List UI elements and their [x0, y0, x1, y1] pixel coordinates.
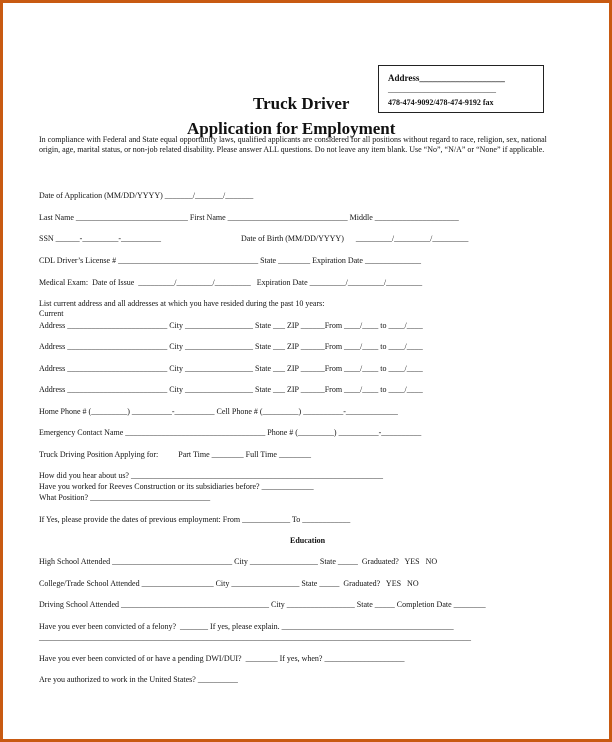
name-fields[interactable]: Last Name ____________________________ First Name ______________________________ Middle _____________________: [39, 213, 459, 222]
position-field[interactable]: Truck Driving Position Applying for: Part Time ________ Full Time ________: [39, 450, 311, 459]
address-blank-line: ___________________________: [388, 85, 496, 94]
medical-exam-field[interactable]: Medical Exam: Date of Issue _________/_________/_________ Expiration Date _________/_________/_________: [39, 278, 423, 287]
address-row[interactable]: Address _________________________ City _________________ State ___ ZIP ______From ____/____ to ____/____: [39, 364, 423, 373]
dob-field[interactable]: Date of Birth (MM/DD/YYYY) _________/_________/_________: [241, 234, 469, 243]
application-form-page: [3, 3, 609, 739]
date-of-application-field[interactable]: Date of Application (MM/DD/YYYY) _______/_______/_______: [39, 191, 254, 200]
what-position-field[interactable]: What Position? ______________________________: [39, 493, 211, 502]
company-address-box: [378, 65, 544, 113]
form-title-line1: Truck Driver: [253, 94, 350, 113]
referral-source-field[interactable]: How did you hear about us? _______________________________________________________________: [39, 471, 383, 480]
driving-school-field[interactable]: Driving School Attended _____________________________________ City _________________ State _____ Completion Date ________: [39, 600, 486, 609]
ssn-field[interactable]: SSN ______-_________-__________: [39, 234, 162, 243]
cdl-field[interactable]: CDL Driver’s License # ___________________________________ State ________ Expiration Date ______________: [39, 256, 421, 265]
address-row[interactable]: Address _________________________ City _________________ State ___ ZIP ______From ____/____ to ____/____: [39, 342, 423, 351]
education-heading: Education: [290, 536, 326, 545]
felony-explanation-line[interactable]: ____________________________________________________________________________________________________________: [39, 633, 471, 642]
intro-paragraph: In compliance with Federal and State equal opportunity laws, qualified applicants are considered for all positions without regard to race, religion, sex, national origin, age, marital status, or non-job related disability. Please answer ALL questions. Do not leave any item blank. Use “No”, “N/A” or “None” if applicable.: [39, 135, 547, 154]
college-field[interactable]: College/Trade School Attended __________________ City _________________ State _____ Graduated? YES NO: [39, 579, 419, 588]
address-row[interactable]: Address _________________________ City _________________ State ___ ZIP ______From ____/____ to ____/____: [39, 385, 423, 394]
phone-fax: 478-474-9092/478-474-9192 fax: [388, 98, 494, 107]
high-school-field[interactable]: High School Attended ______________________________ City _________________ State _____ Graduated? YES NO: [39, 557, 438, 566]
address-row[interactable]: Address _________________________ City _________________ State ___ ZIP ______From ____/____ to ____/____: [39, 321, 423, 330]
address-history-intro: List current address and all addresses at which you have resided during the past 10 years:: [39, 299, 325, 308]
emergency-contact-field[interactable]: Emergency Contact Name ___________________________________ Phone # (_________) __________-__________: [39, 428, 422, 437]
worked-reeves-field[interactable]: Have you worked for Reeves Construction or its subsidiaries before? _____________: [39, 482, 314, 491]
phone-fields[interactable]: Home Phone # (_________) __________-__________ Cell Phone # (_________) __________-_____________: [39, 407, 398, 416]
work-authorization-question[interactable]: Are you authorized to work in the United States? __________: [39, 675, 238, 684]
dwi-question[interactable]: Have you ever been convicted of or have a pending DWI/DUI? ________ If yes, when? ____________________: [39, 654, 405, 663]
address-label-line: Address___________________: [388, 73, 505, 83]
previous-employment-dates-field[interactable]: If Yes, please provide the dates of previous employment: From ____________ To ____________: [39, 515, 351, 524]
felony-question[interactable]: Have you ever been convicted of a felony? _______ If yes, please explain. ___________________________________________: [39, 622, 454, 631]
form-title-line2: Application for Employment: [187, 119, 396, 138]
current-label: Current: [39, 309, 64, 318]
